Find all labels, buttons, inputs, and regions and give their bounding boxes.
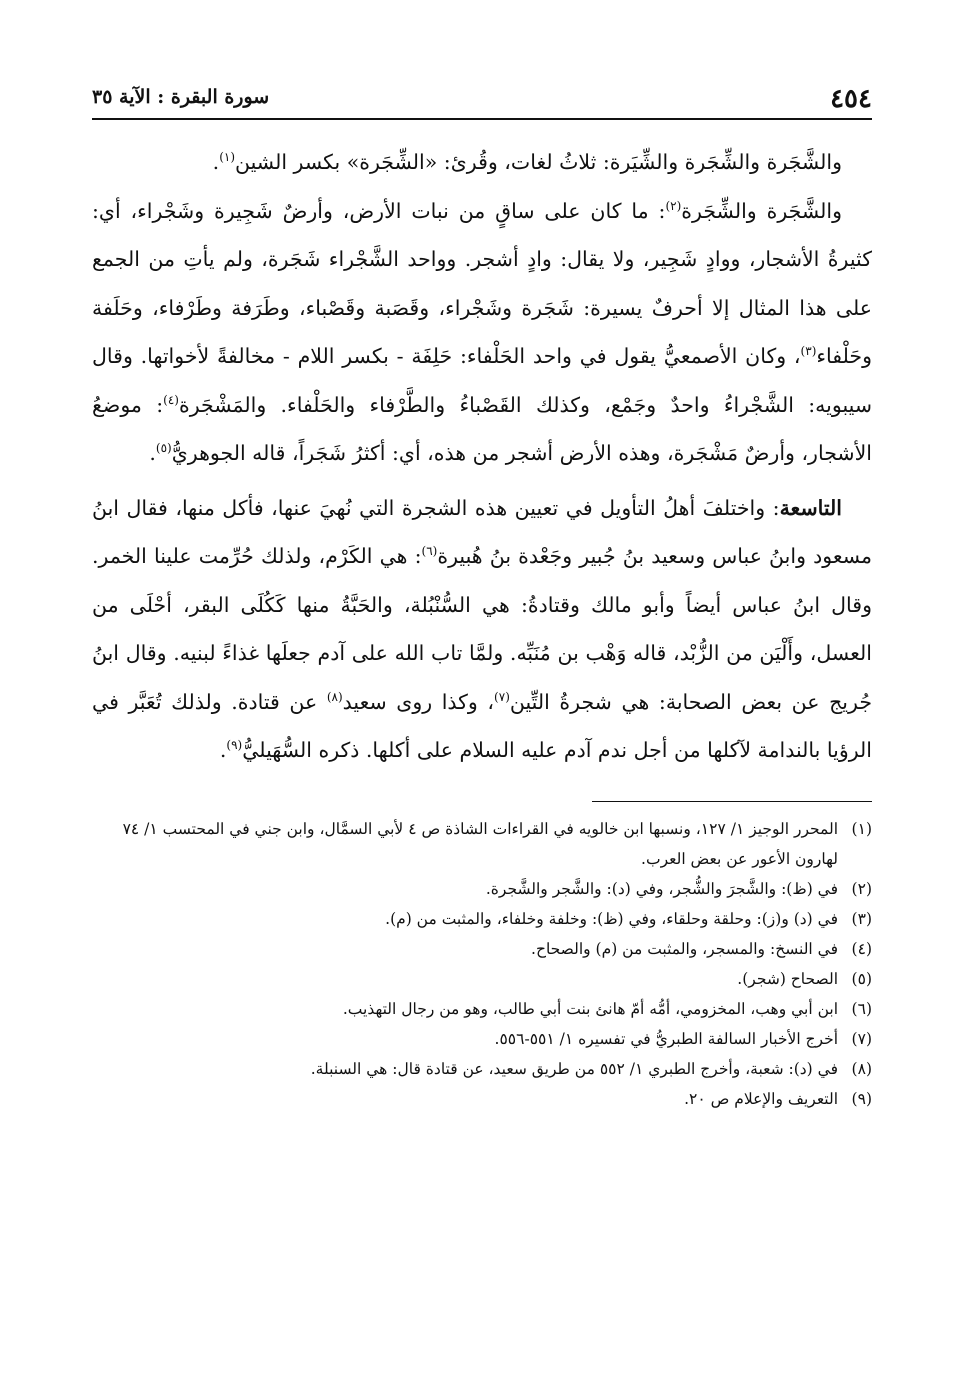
footnote-number: (٣)	[851, 909, 872, 928]
paragraph-3	[92, 484, 872, 775]
footnote-text: ابن أبي وهب، المخزومي، أمُّه أمّ هانئ بنت أبي طالب، وهو من رجال التهذيب.	[342, 999, 838, 1018]
footnote-item	[92, 994, 872, 1024]
footnote-ref: (٣)	[800, 344, 817, 359]
paragraph-text: : واختلفَ أهلُ التأويل في تعيين هذه الشجرة التي نُهيَ عنها، فأكل منها، فقال ابنُ مسعود وابنُ عباس وسعيد بنُ جُبير وجَعْدة بنُ هُبيرة	[92, 495, 872, 568]
paragraph-text: عن قتادة. ولذلك تُعَبَّر في الرؤيا بالندامة لآكلها من أجل ندم آدم عليه السلام على أكلها. ذكره السُّهَيليُّ	[92, 689, 872, 762]
footnote-text: التعريف والإعلام ص ٢٠.	[684, 1089, 838, 1108]
footnote-number: (٢)	[851, 879, 872, 898]
page-header	[92, 78, 872, 120]
footnote-ref: (٩)	[226, 738, 243, 753]
paragraph-text: والشَّجَرة والشِّجَرة	[681, 198, 842, 223]
footnote-ref: (٥)	[155, 441, 172, 456]
footnote-text: في (د): شعبة، وأخرج الطبري ١/ ٥٥٢ من طريق سعيد، عن قتادة قال: هي السنبلة.	[310, 1059, 838, 1078]
footnote-item	[92, 964, 872, 994]
footnote-ref: (٦)	[421, 544, 438, 559]
footnote-number: (٤)	[851, 939, 872, 958]
paragraph-text: ، وكذا روى سعيد	[342, 689, 495, 714]
paragraph-end: .	[212, 150, 220, 174]
footnote-text: في (د) و(ز): وحلقة وحلقاء، وفي (ظ): وخلفة وخلفاء، والمثبت من (م).	[385, 909, 838, 928]
paragraph-2	[92, 187, 872, 478]
paragraph-end: .	[149, 441, 156, 465]
paragraph-text: : هي الكَرْم، ولذلك حُرِّمت علينا الخمر. وقال ابنُ عباس أيضاً وأبو مالك وقتادةُ: هي السُّنْبُلة، والحَبَّةُ منها كَكُلَى البقر، أحْلَى من العسل، وأَلْيَن من الزُّبْد، قاله وَهْب بن مُنَبِّه. ولمَّا تاب الله على آدم جعلَها غذاءً لبنيه. وقال ابنُ جُريج عن بعض الصحابة: هي شجرةُ التِّين	[92, 544, 872, 714]
footnote-item	[92, 1054, 872, 1084]
footnote-item	[92, 1084, 872, 1114]
footnote-text: في (ظ): والشَّجرَ والشُّجر، وفي (د): والشَّجر والشَّجرة.	[485, 879, 838, 898]
footnote-text: المحرر الوجيز ١/ ١٢٧، ونسبها ابن خالويه في القراءات الشاذة ص ٤ لأبي السمَّال، وابن جني في المحتسب ١/ ٧٤ لهارون الأعور عن بعض العرب.	[122, 819, 838, 868]
running-head: سورة البقرة : الآية ٣٥	[92, 86, 270, 108]
footnotes	[92, 814, 872, 1114]
main-text	[92, 138, 872, 775]
footnote-number: (٧)	[851, 1029, 872, 1048]
footnote-item	[92, 934, 872, 964]
section-lead: التاسعة	[779, 495, 842, 520]
paragraph-text: والشَّجَرة والشِّجَرة والشِّيَرة: ثلاثُ لغات، وقُرئ: «الشِّجَرة» بكسر الشين	[235, 150, 842, 174]
paragraph-end: .	[219, 738, 227, 762]
paragraph-text: ، وكان الأصمعيُّ يقول في واحد الحَلْفاء: حَلِفَة - بكسر اللام - مخالفةً لأخواتها. وقال سيبويه: الشَّجْراءُ واحدٌ وجَمْع، وكذلك القَصْباءُ والطَّرْفاء والحَلْفاء. والمَشْجَرة	[92, 344, 872, 417]
footnote-ref: (٧)	[494, 689, 510, 704]
footnote-number: (٩)	[851, 1089, 872, 1108]
footnote-item	[92, 1024, 872, 1054]
footnote-ref: (٤)	[163, 392, 179, 407]
footnote-ref: (٢)	[665, 198, 682, 213]
footnote-item	[92, 814, 872, 874]
footnote-number: (٥)	[851, 969, 872, 988]
footnote-item	[92, 874, 872, 904]
book-page	[92, 78, 872, 1114]
paragraph-1	[92, 138, 872, 187]
page-number: ٤٥٤	[830, 84, 872, 114]
footnote-text: الصحاح (شجر).	[737, 969, 838, 988]
footnote-ref: (١)	[219, 150, 236, 165]
footnote-number: (٦)	[851, 999, 872, 1018]
paragraph-text: : ما كان على ساقٍ من نبات الأرض، وأرضٌ شَجِيرة وشَجْراء، أي: كثيرةُ الأشجار، ووادٍ شَجِير، ولا يقال: وادٍ أشجر. وواحد الشَّجْراء شَجَرة، ولم يأتِ من الجمع على هذا المثال إلا أحرفٌ يسيرة: شَجَرة وشَجْراء، وقَصَبة وقَصْباء، وطَرَفة وطَرْفاء، وحَلَفة وحَلْفاء	[92, 198, 872, 368]
footnote-number: (١)	[851, 819, 872, 838]
footnote-item	[92, 904, 872, 934]
footnote-number: (٨)	[851, 1059, 872, 1078]
footnote-ref: (٨)	[326, 689, 343, 704]
footnote-text: في النسخ: والمسجر، والمثبت من (م) والصحاح.	[531, 939, 838, 958]
paragraph-text: : موضعُ الأشجار، وأرضٌ مَشْجَرة، وهذه الأرض أشجر من هذه، أي: أكثرُ شَجَراً، قاله الجوهريُّ	[92, 392, 872, 465]
footnote-separator	[592, 801, 872, 802]
footnote-text: أخرج الأخبار السالفة الطبريُّ في تفسيره ١/ ٥٥١-٥٥٦.	[494, 1029, 838, 1048]
